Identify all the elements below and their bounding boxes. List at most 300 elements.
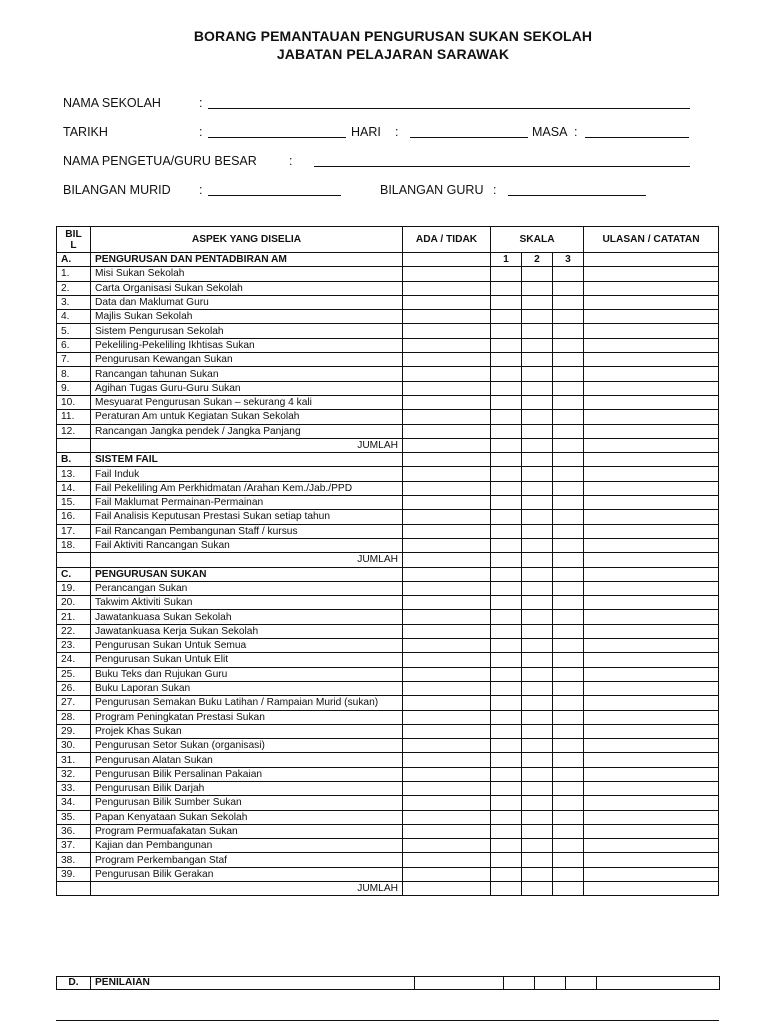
ada-tidak-cell[interactable]	[403, 739, 491, 753]
ada-tidak-cell[interactable]	[403, 467, 491, 481]
skala-3-cell[interactable]	[553, 867, 584, 881]
ada-tidak-cell[interactable]	[403, 253, 491, 267]
skala-2-cell[interactable]	[522, 295, 553, 309]
skala-2-cell[interactable]	[522, 424, 553, 438]
item-aspect: Fail Rancangan Pembangunan Staff / kursus	[91, 524, 403, 538]
ada-tidak-cell[interactable]	[403, 338, 491, 352]
skala-1-cell[interactable]	[491, 567, 522, 581]
skala-1-cell[interactable]	[491, 724, 522, 738]
bilangan-murid-field[interactable]	[208, 195, 341, 196]
skala-1-cell[interactable]	[491, 481, 522, 495]
skala-3-cell[interactable]	[553, 739, 584, 753]
skala-1-cell[interactable]	[491, 767, 522, 781]
skala-3-cell[interactable]	[566, 977, 597, 990]
skala-3-cell[interactable]	[553, 581, 584, 595]
skala-3-cell[interactable]	[553, 567, 584, 581]
ulasan-cell[interactable]	[584, 467, 719, 481]
skala-3-cell[interactable]	[553, 653, 584, 667]
section-code: A.	[57, 253, 91, 267]
skala-2-cell[interactable]	[522, 724, 553, 738]
ada-tidak-cell[interactable]	[403, 496, 491, 510]
ada-tidak-cell[interactable]	[403, 724, 491, 738]
item-aspect: Fail Aktiviti Rancangan Sukan	[91, 538, 403, 552]
skala-2-cell[interactable]	[522, 853, 553, 867]
ulasan-cell[interactable]	[584, 724, 719, 738]
skala-3-cell[interactable]	[553, 453, 584, 467]
skala-1-cell[interactable]	[491, 424, 522, 438]
ulasan-cell[interactable]	[584, 839, 719, 853]
skala-1-cell[interactable]	[491, 853, 522, 867]
ada-tidak-cell[interactable]	[403, 653, 491, 667]
skala-1-cell[interactable]	[491, 581, 522, 595]
ulasan-cell[interactable]	[584, 253, 719, 267]
skala-2-cell[interactable]	[522, 467, 553, 481]
ulasan-cell[interactable]	[584, 810, 719, 824]
ada-tidak-cell[interactable]	[403, 510, 491, 524]
skala-2-cell[interactable]	[522, 524, 553, 538]
skala-2-cell[interactable]	[522, 553, 553, 567]
skala-1-cell[interactable]	[491, 353, 522, 367]
ulasan-cell[interactable]	[584, 267, 719, 281]
skala-2-cell[interactable]	[522, 481, 553, 495]
skala-2-cell[interactable]	[522, 781, 553, 795]
ulasan-cell[interactable]	[584, 781, 719, 795]
item-aspect: Projek Khas Sukan	[91, 724, 403, 738]
skala-3-cell[interactable]	[553, 510, 584, 524]
skala-3-cell[interactable]	[553, 710, 584, 724]
table-row	[57, 739, 719, 753]
skala-3-cell[interactable]	[553, 367, 584, 381]
skala-3-cell[interactable]	[553, 753, 584, 767]
skala-3-cell[interactable]	[553, 481, 584, 495]
section-row	[57, 453, 719, 467]
table-row	[57, 353, 719, 367]
ada-tidak-cell[interactable]	[403, 538, 491, 552]
ada-tidak-cell[interactable]	[403, 310, 491, 324]
ada-tidak-cell[interactable]	[415, 977, 504, 990]
skala-3-cell[interactable]	[553, 781, 584, 795]
ada-tidak-cell[interactable]	[403, 410, 491, 424]
ulasan-cell[interactable]	[584, 367, 719, 381]
ulasan-cell[interactable]	[584, 524, 719, 538]
nama-pengetua-field[interactable]	[314, 166, 690, 167]
ulasan-cell[interactable]	[584, 395, 719, 409]
table-row	[57, 724, 719, 738]
ulasan-cell[interactable]	[584, 310, 719, 324]
skala-1-cell[interactable]	[491, 639, 522, 653]
table-row	[57, 496, 719, 510]
skala-2-cell[interactable]	[522, 353, 553, 367]
table-row	[57, 467, 719, 481]
skala-1-cell[interactable]	[491, 824, 522, 838]
ulasan-cell[interactable]	[584, 624, 719, 638]
ulasan-cell[interactable]	[597, 977, 720, 990]
item-number: 3.	[57, 295, 91, 309]
skala-2-cell[interactable]	[522, 381, 553, 395]
skala-1-cell[interactable]	[491, 610, 522, 624]
ulasan-cell[interactable]	[584, 438, 719, 452]
ulasan-cell[interactable]	[584, 496, 719, 510]
ada-tidak-cell[interactable]	[403, 267, 491, 281]
item-number: 7.	[57, 353, 91, 367]
skala-1-cell[interactable]	[491, 681, 522, 695]
skala-1-cell[interactable]	[491, 453, 522, 467]
skala-1-cell[interactable]	[491, 395, 522, 409]
skala-3-cell[interactable]	[553, 310, 584, 324]
ada-tidak-cell[interactable]	[403, 481, 491, 495]
section-code: C.	[57, 567, 91, 581]
ulasan-cell[interactable]	[584, 610, 719, 624]
skala-1-cell[interactable]	[491, 710, 522, 724]
skala-2-cell[interactable]	[522, 882, 553, 896]
skala-2-cell[interactable]	[522, 567, 553, 581]
skala-2-cell[interactable]	[522, 453, 553, 467]
item-aspect: Fail Maklumat Permainan-Permainan	[91, 496, 403, 510]
nama-pengetua-label: NAMA PENGETUA/GURU BESAR	[63, 154, 257, 168]
skala-2-cell[interactable]	[522, 710, 553, 724]
skala-3-cell[interactable]	[553, 596, 584, 610]
skala-2-cell[interactable]	[522, 395, 553, 409]
ulasan-cell[interactable]	[584, 696, 719, 710]
skala-2-cell[interactable]	[522, 367, 553, 381]
ulasan-cell[interactable]	[584, 767, 719, 781]
ulasan-cell[interactable]	[584, 295, 719, 309]
section-row	[57, 567, 719, 581]
skala-3-cell[interactable]	[553, 824, 584, 838]
skala-3-cell[interactable]	[553, 267, 584, 281]
jumlah-row	[57, 882, 719, 896]
skala-1-cell[interactable]	[491, 381, 522, 395]
item-number: 35.	[57, 810, 91, 824]
ada-tidak-cell[interactable]	[403, 681, 491, 695]
ulasan-cell[interactable]	[584, 596, 719, 610]
skala-1-cell[interactable]	[491, 510, 522, 524]
item-number: 39.	[57, 867, 91, 881]
skala-1-cell[interactable]	[491, 367, 522, 381]
item-aspect: Peraturan Am untuk Kegiatan Sukan Sekolah	[91, 410, 403, 424]
skala-1-cell[interactable]	[491, 753, 522, 767]
skala-3-cell[interactable]	[553, 639, 584, 653]
hari-field[interactable]	[410, 137, 528, 138]
ada-tidak-header: ADA / TIDAK	[403, 227, 491, 253]
skala-1-cell[interactable]	[491, 438, 522, 452]
skala-2-cell[interactable]	[522, 581, 553, 595]
skala-1-cell[interactable]	[491, 524, 522, 538]
skala-1-cell[interactable]	[491, 882, 522, 896]
nama-sekolah-field[interactable]	[208, 108, 690, 109]
skala-1-cell[interactable]	[491, 696, 522, 710]
skala-3-cell[interactable]	[553, 395, 584, 409]
skala-3-cell[interactable]	[553, 424, 584, 438]
item-aspect: Pekeliling-Pekeliling Ikhtisas Sukan	[91, 338, 403, 352]
skala-1-cell[interactable]	[491, 467, 522, 481]
skala-3-cell[interactable]	[553, 381, 584, 395]
skala-2-cell[interactable]	[535, 977, 566, 990]
ada-tidak-cell[interactable]	[403, 424, 491, 438]
skala-1-cell[interactable]	[491, 667, 522, 681]
skala-1-cell[interactable]	[491, 338, 522, 352]
table-row	[57, 338, 719, 352]
ulasan-cell[interactable]	[584, 424, 719, 438]
ada-tidak-cell[interactable]	[403, 839, 491, 853]
ada-tidak-cell[interactable]	[403, 867, 491, 881]
item-number: 4.	[57, 310, 91, 324]
ada-tidak-cell[interactable]	[403, 796, 491, 810]
ada-tidak-cell[interactable]	[403, 596, 491, 610]
item-number: 2.	[57, 281, 91, 295]
item-aspect: Pengurusan Setor Sukan (organisasi)	[91, 739, 403, 753]
masa-label: MASA	[532, 125, 568, 139]
table-row	[57, 639, 719, 653]
skala-2-cell[interactable]	[522, 438, 553, 452]
skala-2-cell[interactable]	[522, 267, 553, 281]
ulasan-cell[interactable]	[584, 481, 719, 495]
skala-2-cell[interactable]	[522, 338, 553, 352]
item-number: 17.	[57, 524, 91, 538]
skala-2-cell[interactable]	[522, 639, 553, 653]
ulasan-cell[interactable]	[584, 710, 719, 724]
skala-1-cell[interactable]	[491, 553, 522, 567]
ulasan-cell[interactable]	[584, 553, 719, 567]
skala-2-cell[interactable]	[522, 310, 553, 324]
skala-3-cell[interactable]	[553, 681, 584, 695]
skala-1-cell[interactable]	[491, 310, 522, 324]
item-number: 1.	[57, 267, 91, 281]
skala-3-cell[interactable]	[553, 496, 584, 510]
skala-3-cell[interactable]	[553, 767, 584, 781]
ulasan-cell[interactable]	[584, 681, 719, 695]
ulasan-cell[interactable]	[584, 653, 719, 667]
item-number: 23.	[57, 639, 91, 653]
skala-3-cell[interactable]	[553, 553, 584, 567]
ada-tidak-cell[interactable]	[403, 381, 491, 395]
ada-tidak-cell[interactable]	[403, 882, 491, 896]
item-aspect: Program Peningkatan Prestasi Sukan	[91, 710, 403, 724]
ulasan-cell[interactable]	[584, 538, 719, 552]
ada-tidak-cell[interactable]	[403, 295, 491, 309]
skala-2-cell[interactable]	[522, 796, 553, 810]
skala-2-cell[interactable]	[522, 739, 553, 753]
skala-1-cell[interactable]	[504, 977, 535, 990]
ulasan-cell[interactable]	[584, 824, 719, 838]
ulasan-cell[interactable]	[584, 753, 719, 767]
skala-2-cell[interactable]	[522, 653, 553, 667]
skala-1-cell[interactable]	[491, 624, 522, 638]
skala-2-cell[interactable]	[522, 624, 553, 638]
ada-tidak-cell[interactable]	[403, 453, 491, 467]
ulasan-cell[interactable]	[584, 882, 719, 896]
skala-1-cell[interactable]	[491, 496, 522, 510]
ada-tidak-cell[interactable]	[403, 281, 491, 295]
skala-2-cell[interactable]	[522, 281, 553, 295]
skala-1-cell[interactable]	[491, 410, 522, 424]
ada-tidak-cell[interactable]	[403, 553, 491, 567]
aspek-header: ASPEK YANG DISELIA	[91, 227, 403, 253]
ada-tidak-cell[interactable]	[403, 324, 491, 338]
skala-2-cell[interactable]	[522, 810, 553, 824]
item-aspect: Buku Laporan Sukan	[91, 681, 403, 695]
skala-2-cell[interactable]	[522, 496, 553, 510]
ulasan-cell[interactable]	[584, 353, 719, 367]
skala-2-cell[interactable]	[522, 667, 553, 681]
skala-3-cell[interactable]	[553, 410, 584, 424]
ulasan-cell[interactable]	[584, 324, 719, 338]
skala-2-cell[interactable]	[522, 824, 553, 838]
ada-tidak-cell[interactable]	[403, 824, 491, 838]
ada-tidak-cell[interactable]	[403, 624, 491, 638]
ulasan-cell[interactable]	[584, 853, 719, 867]
skala-3-cell[interactable]	[553, 524, 584, 538]
skala-2-cell[interactable]	[522, 410, 553, 424]
ulasan-cell[interactable]	[584, 281, 719, 295]
table-row	[57, 596, 719, 610]
masa-field[interactable]	[585, 137, 689, 138]
colon: :	[199, 183, 203, 197]
ulasan-cell[interactable]	[584, 639, 719, 653]
section-code: B.	[57, 453, 91, 467]
skala-1-cell[interactable]	[491, 796, 522, 810]
skala-2-cell[interactable]	[522, 510, 553, 524]
ada-tidak-cell[interactable]	[403, 639, 491, 653]
item-aspect: Program Permuafakatan Sukan	[91, 824, 403, 838]
skala-2-cell[interactable]	[522, 753, 553, 767]
item-aspect: Pengurusan Alatan Sukan	[91, 753, 403, 767]
bilangan-murid-label: BILANGAN MURID	[63, 183, 171, 197]
ada-tidak-cell[interactable]	[403, 524, 491, 538]
item-aspect: Kajian dan Pembangunan	[91, 839, 403, 853]
skala-3-cell[interactable]	[553, 696, 584, 710]
ulasan-cell[interactable]	[584, 453, 719, 467]
ulasan-cell[interactable]	[584, 338, 719, 352]
ulasan-cell[interactable]	[584, 510, 719, 524]
jumlah-label: JUMLAH	[91, 553, 403, 567]
ada-tidak-cell[interactable]	[403, 438, 491, 452]
ada-tidak-cell[interactable]	[403, 610, 491, 624]
skala-2-cell[interactable]	[522, 839, 553, 853]
skala-3-cell[interactable]	[553, 281, 584, 295]
ulasan-cell[interactable]	[584, 667, 719, 681]
section-title: SISTEM FAIL	[91, 453, 403, 467]
table-row	[57, 653, 719, 667]
tarikh-field[interactable]	[208, 137, 346, 138]
item-number: 30.	[57, 739, 91, 753]
skala-1-cell[interactable]	[491, 739, 522, 753]
ulasan-cell[interactable]	[584, 581, 719, 595]
ulasan-cell[interactable]	[584, 381, 719, 395]
ada-tidak-cell[interactable]	[403, 710, 491, 724]
ada-tidak-cell[interactable]	[403, 395, 491, 409]
item-aspect: Takwim Aktiviti Sukan	[91, 596, 403, 610]
skala-1-cell[interactable]	[491, 867, 522, 881]
skala-1-cell[interactable]	[491, 267, 522, 281]
ada-tidak-cell[interactable]	[403, 667, 491, 681]
skala-3-cell[interactable]	[553, 882, 584, 896]
table-row	[57, 424, 719, 438]
skala-3-cell[interactable]	[553, 624, 584, 638]
skala-2-cell[interactable]	[522, 696, 553, 710]
item-aspect: Pengurusan Semakan Buku Latihan / Rampaian Murid (sukan)	[91, 696, 403, 710]
table-row	[57, 796, 719, 810]
skala-2-cell[interactable]	[522, 324, 553, 338]
skala-3-cell[interactable]	[553, 295, 584, 309]
skala-3-cell[interactable]	[553, 438, 584, 452]
table-row	[57, 767, 719, 781]
ulasan-cell[interactable]	[584, 567, 719, 581]
skala-2-cell[interactable]	[522, 767, 553, 781]
table-row	[57, 867, 719, 881]
skala-1-cell[interactable]	[491, 295, 522, 309]
ada-tidak-cell[interactable]	[403, 853, 491, 867]
item-number: 15.	[57, 496, 91, 510]
empty-cell	[57, 553, 91, 567]
ada-tidak-cell[interactable]	[403, 581, 491, 595]
jumlah-label: JUMLAH	[91, 882, 403, 896]
ada-tidak-cell[interactable]	[403, 753, 491, 767]
skala-3-cell[interactable]	[553, 538, 584, 552]
skala-1-cell[interactable]	[491, 281, 522, 295]
skala-1-cell[interactable]	[491, 596, 522, 610]
table-row	[57, 538, 719, 552]
item-aspect: Pengurusan Bilik Darjah	[91, 781, 403, 795]
skala-1-cell[interactable]	[491, 810, 522, 824]
table-row	[57, 667, 719, 681]
skala-3-cell[interactable]	[553, 796, 584, 810]
skala-2-cell[interactable]	[522, 867, 553, 881]
skala-3-cell[interactable]	[553, 338, 584, 352]
ada-tidak-cell[interactable]	[403, 696, 491, 710]
item-number: 8.	[57, 367, 91, 381]
item-number: 26.	[57, 681, 91, 695]
skala-3-cell[interactable]	[553, 353, 584, 367]
skala-2-cell[interactable]	[522, 681, 553, 695]
ada-tidak-cell[interactable]	[403, 353, 491, 367]
ada-tidak-cell[interactable]	[403, 567, 491, 581]
skala-1-cell[interactable]	[491, 324, 522, 338]
ada-tidak-cell[interactable]	[403, 810, 491, 824]
ada-tidak-cell[interactable]	[403, 781, 491, 795]
bilangan-guru-field[interactable]	[508, 195, 646, 196]
skala-1-cell[interactable]	[491, 538, 522, 552]
colon: :	[493, 183, 497, 197]
skala-3-cell[interactable]	[553, 667, 584, 681]
skala-1-cell[interactable]	[491, 839, 522, 853]
skala-3-cell[interactable]	[553, 324, 584, 338]
ulasan-cell[interactable]	[584, 796, 719, 810]
skala-3-cell[interactable]	[553, 839, 584, 853]
skala-2-cell[interactable]	[522, 610, 553, 624]
item-number: 21.	[57, 610, 91, 624]
skala-1-cell[interactable]	[491, 781, 522, 795]
skala-3-cell[interactable]	[553, 853, 584, 867]
skala-2-cell[interactable]	[522, 596, 553, 610]
skala-3-cell[interactable]	[553, 810, 584, 824]
item-number: 25.	[57, 667, 91, 681]
item-number: 12.	[57, 424, 91, 438]
skala-3-cell[interactable]	[553, 467, 584, 481]
ada-tidak-cell[interactable]	[403, 367, 491, 381]
item-number: 6.	[57, 338, 91, 352]
skala-s1-label: 1	[491, 253, 522, 267]
ulasan-cell[interactable]	[584, 867, 719, 881]
skala-2-cell[interactable]	[522, 538, 553, 552]
ulasan-cell[interactable]	[584, 739, 719, 753]
ulasan-cell[interactable]	[584, 410, 719, 424]
skala-3-cell[interactable]	[553, 610, 584, 624]
item-number: 34.	[57, 796, 91, 810]
ada-tidak-cell[interactable]	[403, 767, 491, 781]
skala-1-cell[interactable]	[491, 653, 522, 667]
skala-3-cell[interactable]	[553, 724, 584, 738]
